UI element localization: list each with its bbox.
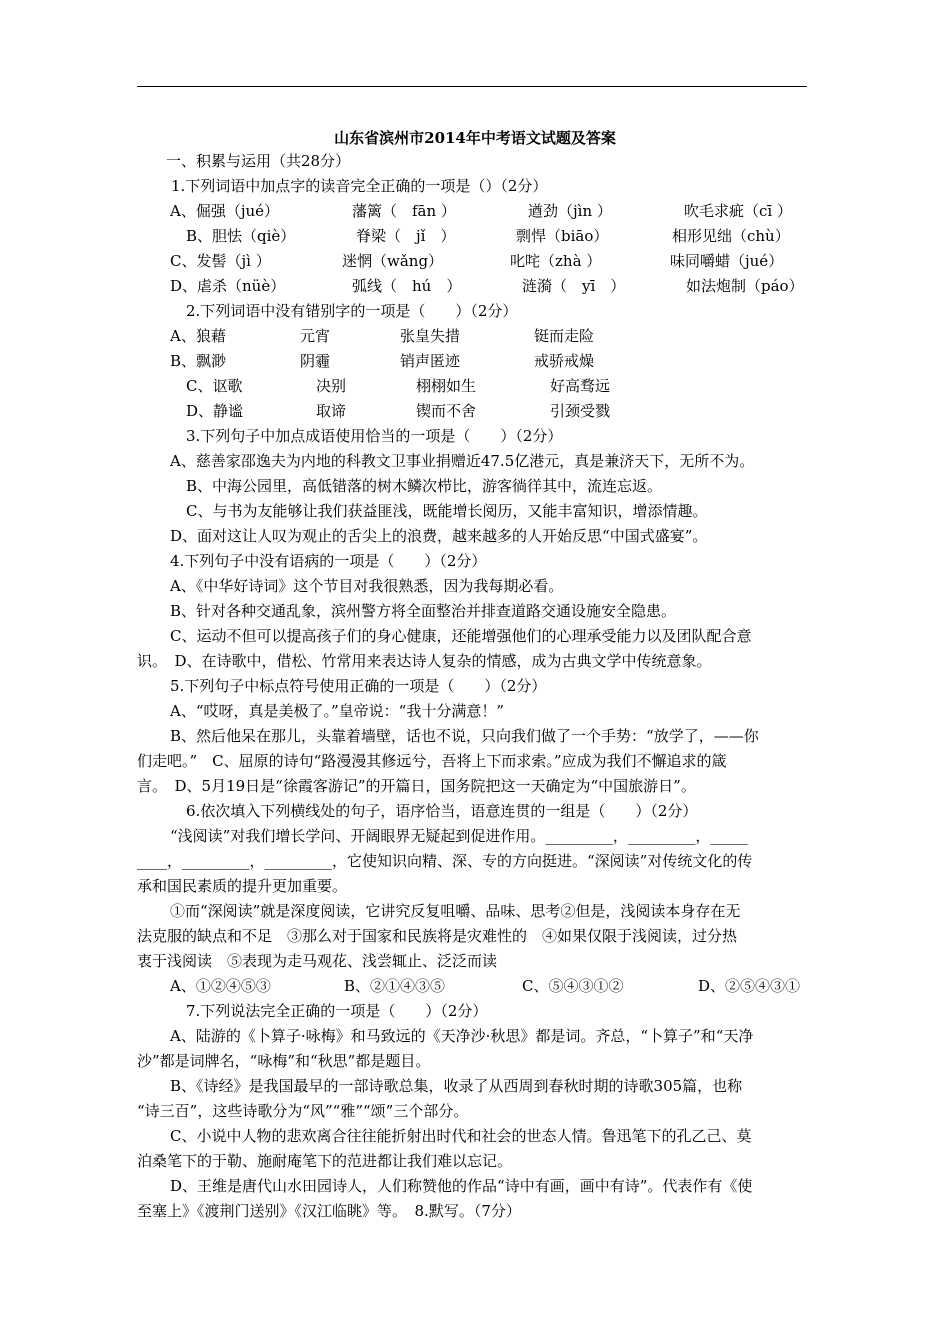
q7-option-b-line1: B、《诗经》是我国最早的一部诗歌总集，收录了从西周到春秋时期的诗歌305篇，也称 (170, 1077, 743, 1095)
q7-option-d-line2: 至塞上》《渡荆门送别》《汉江临眺》等。 8.默写。（7分） (137, 1202, 521, 1220)
q4-option-b: B、针对各种交通乱象，滨州警方将全面整治并排查道路交通设施安全隐患。 (170, 602, 677, 620)
q1-b-3: 剽悍（biāo） (516, 227, 609, 245)
q4-option-c-line1: C、运动不但可以提高孩子们的身心健康，还能增强他们的心理承受能力以及团队配合意 (170, 627, 752, 645)
q4-option-a: A、《中华好诗词》这个节目对我很熟悉，因为我每期必看。 (170, 577, 564, 595)
q4-option-c-line2: 识。 D、在诗歌中，借松、竹常用来表达诗人复杂的情感，成为古典文学中传统意象。 (137, 652, 712, 670)
q6-passage-line3: 承和国民素质的提升更加重要。 (137, 877, 348, 895)
q6-sentences-line3: 衷于浅阅读 ⑤表现为走马观花、浅尝辄止、泛泛而读 (137, 952, 498, 970)
q1-d-1: D、虐杀（nüè） (170, 277, 286, 295)
q5-option-b-line3: 言。 D、5月19日是“徐霞客游记”的开篇日，国务院把这一天确定为“中国旅游日”。 (137, 777, 696, 795)
q1-b-4: 相形见绌（chù） (672, 227, 790, 245)
q6-stem: 6.依次填入下列横线处的句子，语序恰当，语意连贯的一组是（ ）（2分） (186, 802, 698, 820)
q2-a-1: A、狼藉 (170, 327, 226, 345)
q3-option-c: C、与书为友能够让我们获益匪浅，既能增长阅历，又能丰富知识，增添情趣。 (186, 502, 708, 520)
q2-a-3: 张皇失措 (400, 327, 461, 345)
q6-option-b: B、②①④③⑤ (344, 977, 446, 995)
q6-sentences-line1: ①而“深阅读”就是深度阅读，它讲究反复咀嚼、品味、思考②但是，浅阅读本身存在无 (170, 902, 741, 920)
header-rule (137, 86, 807, 87)
q1-c-3: 叱咤（zhà ） (510, 252, 602, 270)
q2-row-b (170, 351, 810, 371)
q2-a-4: 铤而走险 (534, 327, 595, 345)
q1-b-1: B、胆怯（qiè） (186, 227, 296, 245)
q6-option-a: A、①②④⑤③ (170, 977, 271, 995)
q2-d-4: 引颈受戮 (550, 402, 611, 420)
q4-stem: 4.下列句子中没有语病的一项是（ ）（2分） (170, 552, 487, 570)
q1-c-4: 味同嚼蜡（jué） (670, 252, 784, 270)
q6-option-d: D、②⑤④③① (698, 977, 801, 995)
q1-a-1: A、倔强（jué） (170, 202, 280, 220)
q1-row-b (186, 226, 810, 246)
q5-stem: 5.下列句子中标点符号使用正确的一项是（ ）（2分） (170, 677, 547, 695)
q6-options (170, 976, 810, 996)
q7-option-d-line1: D、王维是唐代山水田园诗人，人们称赞他的作品“诗中有画，画中有诗”。代表作有《使 (170, 1177, 753, 1195)
q1-a-2: 藩篱（ fān ） (352, 202, 456, 220)
q1-d-2: 弧线（ hú ） (352, 277, 462, 295)
q1-stem: 1.下列词语中加点字的读音完全正确的一项是（）（2分） (171, 177, 548, 195)
q2-b-3: 销声匿迹 (400, 352, 461, 370)
q6-passage-line2: ____，_________，_________，它使知识向精、深、专的方向挺进。“深阅读”对传统文化的传 (137, 852, 753, 870)
q6-passage-line1: “浅阅读”对我们增长学问、开阔眼界无疑起到促进作用。_________，_________，_____ (170, 827, 748, 845)
q1-c-2: 迷惘（wǎng） (342, 252, 444, 270)
q7-stem: 7.下列说法完全正确的一项是（ ）（2分） (186, 1002, 488, 1020)
q1-a-4: 吹毛求疵（cī ） (684, 202, 792, 220)
q3-option-a: A、慈善家邵逸夫为内地的科教文卫事业捐赠近47.5亿港元，真是兼济天下，无所不为。 (170, 452, 755, 470)
q1-d-3: 涟漪（ yī ） (522, 277, 626, 295)
q2-d-3: 锲而不舍 (416, 402, 477, 420)
section-heading: 一、积累与运用（共28分） (166, 152, 351, 170)
q1-c-1: C、发髻（jì ） (170, 252, 271, 270)
q5-option-b-line1: B、然后他呆在那儿，头靠着墙壁，话也不说，只向我们做了一个手势：“放学了，——你 (170, 727, 759, 745)
q3-option-b: B、中海公园里，高低错落的树木鳞次栉比，游客徜徉其中，流连忘返。 (186, 477, 663, 495)
q2-b-2: 阴霾 (300, 352, 331, 370)
q2-d-1: D、静谧 (186, 402, 244, 420)
q7-option-b-line2: “诗三百”，这些诗歌分为“风”“雅”“颂”三个部分。 (137, 1102, 469, 1120)
q7-option-a-line2: 沙”都是词牌名，“咏梅”和“秋思”都是题目。 (137, 1052, 431, 1070)
q1-d-4: 如法炮制（páo） (686, 277, 804, 295)
q2-row-c (186, 376, 806, 396)
q2-a-2: 元宵 (300, 327, 331, 345)
q2-stem: 2.下列词语中没有错别字的一项是（ ）（2分） (186, 302, 518, 320)
q6-option-c: C、⑤④③①② (522, 977, 624, 995)
q1-a-3: 遒劲（jìn ） (528, 202, 612, 220)
q7-option-a-line1: A、陆游的《卜算子·咏梅》和马致远的《天净沙·秋思》都是词。齐总，“卜算子”和“天净 (170, 1027, 754, 1045)
q7-option-c-line1: C、小说中人物的悲欢离合往往能折射出时代和社会的世态人情。鲁迅笔下的孔乙己、莫 (170, 1127, 752, 1145)
q1-b-2: 脊梁（ jǐ ） (356, 227, 456, 245)
q7-option-c-line2: 泊桑笔下的于勒、施耐庵笔下的范进都让我们难以忘记。 (137, 1152, 513, 1170)
q2-c-3: 栩栩如生 (416, 377, 477, 395)
q5-option-b-line2: 们走吧。” C、屈原的诗句“路漫漫其修远兮，吾将上下而求索。”应成为我们不懈追求的箴 (137, 752, 727, 770)
q5-option-a: A、“哎呀，真是美极了。”皇帝说：“我十分满意！” (170, 702, 505, 720)
q2-c-1: C、讴歌 (186, 377, 243, 395)
q3-option-d: D、面对这让人叹为观止的舌尖上的浪费，越来越多的人开始反思“中国式盛宴”。 (170, 527, 708, 545)
q1-row-c (170, 251, 810, 271)
q1-row-a (170, 201, 810, 221)
page-title: 山东省滨州市2014年中考语文试题及答案 (334, 129, 616, 147)
q2-row-a (170, 326, 810, 346)
q2-b-4: 戒骄戒燥 (534, 352, 595, 370)
q2-row-d (186, 401, 806, 421)
q2-c-2: 决别 (316, 377, 347, 395)
q2-b-1: B、飘渺 (170, 352, 227, 370)
q6-sentences-line2: 法克服的缺点和不足 ③那么对于国家和民族将是灾难性的 ④如果仅限于浅阅读，过分热 (137, 927, 738, 945)
q3-stem: 3.下列句子中加点成语使用恰当的一项是（ ）（2分） (186, 427, 563, 445)
q1-row-d (170, 276, 810, 296)
q2-d-2: 取谛 (316, 402, 347, 420)
q2-c-4: 好高骛远 (550, 377, 611, 395)
